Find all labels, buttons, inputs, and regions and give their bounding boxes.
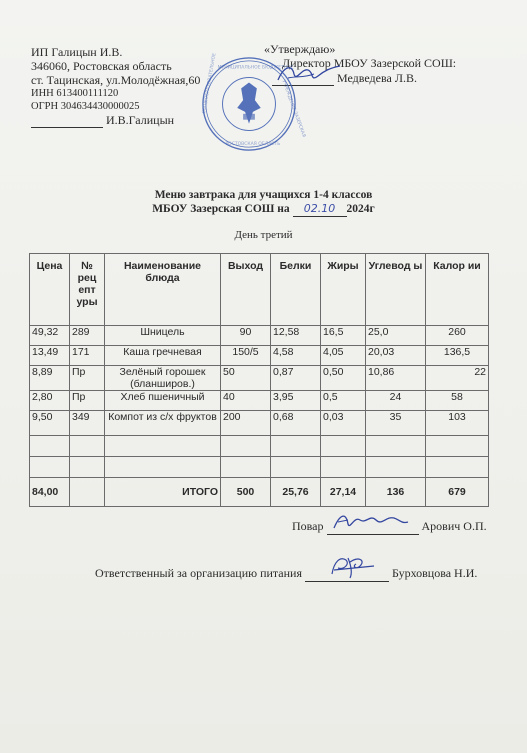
director-name: Медведева Л.В. [337, 71, 417, 85]
col-header-price: Цена [30, 254, 70, 326]
total-carbs: 136 [366, 478, 426, 507]
cell-protein: 12,58 [271, 326, 321, 346]
cell-price: 49,32 [30, 326, 70, 346]
cell-fat: 0,50 [321, 366, 366, 391]
cell-price: 9,50 [30, 411, 70, 436]
cell-output: 50 [221, 366, 271, 391]
cell-calories: 103 [426, 411, 489, 436]
total-fat: 27,14 [321, 478, 366, 507]
col-header-name: Наименование блюда [105, 254, 221, 326]
total-calories: 679 [426, 478, 489, 507]
total-output: 500 [221, 478, 271, 507]
cook-name: Арович О.П. [421, 519, 487, 533]
supplier-signature-line [31, 113, 200, 128]
supplier-inn: ИНН 613400111120 [31, 88, 119, 99]
cell-protein: 4,58 [271, 346, 321, 366]
cell-recipe: 171 [70, 346, 105, 366]
cell-price: 13,49 [30, 346, 70, 366]
school-seal [200, 52, 306, 153]
approval-position: Директор МБОУ Зазерской СОШ: [282, 56, 457, 70]
responsible-label: Ответственный за организацию питания [95, 566, 302, 580]
col-header-calories: Калор ии [426, 254, 489, 326]
cell-output: 150/5 [221, 346, 271, 366]
table-header-row [30, 254, 489, 326]
cell-fat: 16,5 [321, 326, 366, 346]
table-row [30, 346, 489, 366]
total-price: 84,00 [30, 478, 70, 507]
supplier-address-2: ст. Тацинская, ул.Молодёжная,60 [31, 73, 201, 87]
col-header-carbs: Углевод ы [366, 254, 426, 326]
cell-carbs: 24 [366, 391, 426, 411]
cell-calories: 22 [426, 366, 489, 391]
table-total-row [30, 478, 489, 507]
total-protein: 25,76 [271, 478, 321, 507]
col-header-fat: Жиры [321, 254, 366, 326]
svg-text:РОСТОВСКАЯ ОБЛАСТЬ: РОСТОВСКАЯ ОБЛАСТЬ [225, 142, 281, 148]
cell-price: 2,80 [30, 391, 70, 411]
cell-recipe: 349 [70, 411, 105, 436]
table-row [30, 411, 489, 436]
cell-name: Каша гречневая [105, 346, 221, 366]
cell-carbs: 20,03 [366, 346, 426, 366]
cell-carbs: 35 [366, 411, 426, 436]
cell-name: Шницель [105, 326, 221, 346]
cook-label: Повар [292, 519, 324, 533]
cell-calories: 136,5 [426, 346, 489, 366]
responsible-signature [326, 552, 382, 580]
cook-signature [330, 506, 410, 534]
cell-recipe: Пр [70, 366, 105, 391]
supplier-signatory: И.В.Галицын [106, 113, 175, 127]
menu-date: 02.10 [293, 202, 347, 217]
cell-fat: 0,5 [321, 391, 366, 411]
svg-text:УЧРЕЖДЕНИЕ ЗАЗЕРСКАЯ: УЧРЕЖДЕНИЕ ЗАЗЕРСКАЯ [280, 79, 306, 139]
cell-recipe: 289 [70, 326, 105, 346]
cell-carbs: 10,86 [366, 366, 426, 391]
table-row-empty [30, 436, 489, 457]
cell-protein: 0,68 [271, 411, 321, 436]
supplier-name: ИП Галицын И.В. [31, 45, 123, 59]
cell-recipe: Пр [70, 391, 105, 411]
supplier-block [31, 45, 200, 128]
menu-day: День третий [234, 229, 293, 241]
approval-title: «Утверждаю» [264, 42, 336, 56]
col-header-protein: Белки [271, 254, 321, 326]
cell-carbs: 25,0 [366, 326, 426, 346]
svg-text:ОБЩЕОБРАЗОВАТЕЛЬНОЕ: ОБЩЕОБРАЗОВАТЕЛЬНОЕ [201, 52, 218, 115]
col-header-recipe: № рец епт уры [70, 254, 105, 326]
table-row [30, 366, 489, 391]
menu-year: 2024г [346, 203, 375, 215]
cell-calories: 58 [426, 391, 489, 411]
cell-name: Хлеб пшеничный [105, 391, 221, 411]
supplier-address-1: 346060, Ростовская область [31, 59, 172, 73]
supplier-ogrn: ОГРН 304634430000025 [31, 101, 140, 112]
cell-price: 8,89 [30, 366, 70, 391]
cell-protein: 0,87 [271, 366, 321, 391]
cell-protein: 3,95 [271, 391, 321, 411]
svg-text:МУНИЦИПАЛЬНОЕ БЮДЖЕТНОЕ: МУНИЦИПАЛЬНОЕ БЮДЖЕТНОЕ [217, 65, 294, 71]
cell-calories: 260 [426, 326, 489, 346]
total-label: ИТОГО [105, 478, 221, 507]
cell-output: 200 [221, 411, 271, 436]
cell-fat: 0,03 [321, 411, 366, 436]
menu-title-line2 [0, 202, 527, 217]
menu-title-line1: Меню завтрака для учащихся 1-4 классов [154, 189, 373, 201]
responsible-name: Бурховцова Н.И. [392, 566, 478, 580]
table-row [30, 326, 489, 346]
table-row [30, 391, 489, 411]
table-row-empty [30, 457, 489, 478]
responsible-signature-line [95, 566, 477, 582]
cell-output: 90 [221, 326, 271, 346]
cell-name: Зелёный горошек (бланширов.) [105, 366, 221, 391]
cell-output: 40 [221, 391, 271, 411]
cell-fat: 4,05 [321, 346, 366, 366]
school-name: МБОУ Зазерская СОШ на [152, 203, 290, 215]
menu-table [29, 253, 489, 507]
col-header-output: Выход [221, 254, 271, 326]
cell-name: Компот из с/х фруктов [105, 411, 221, 436]
